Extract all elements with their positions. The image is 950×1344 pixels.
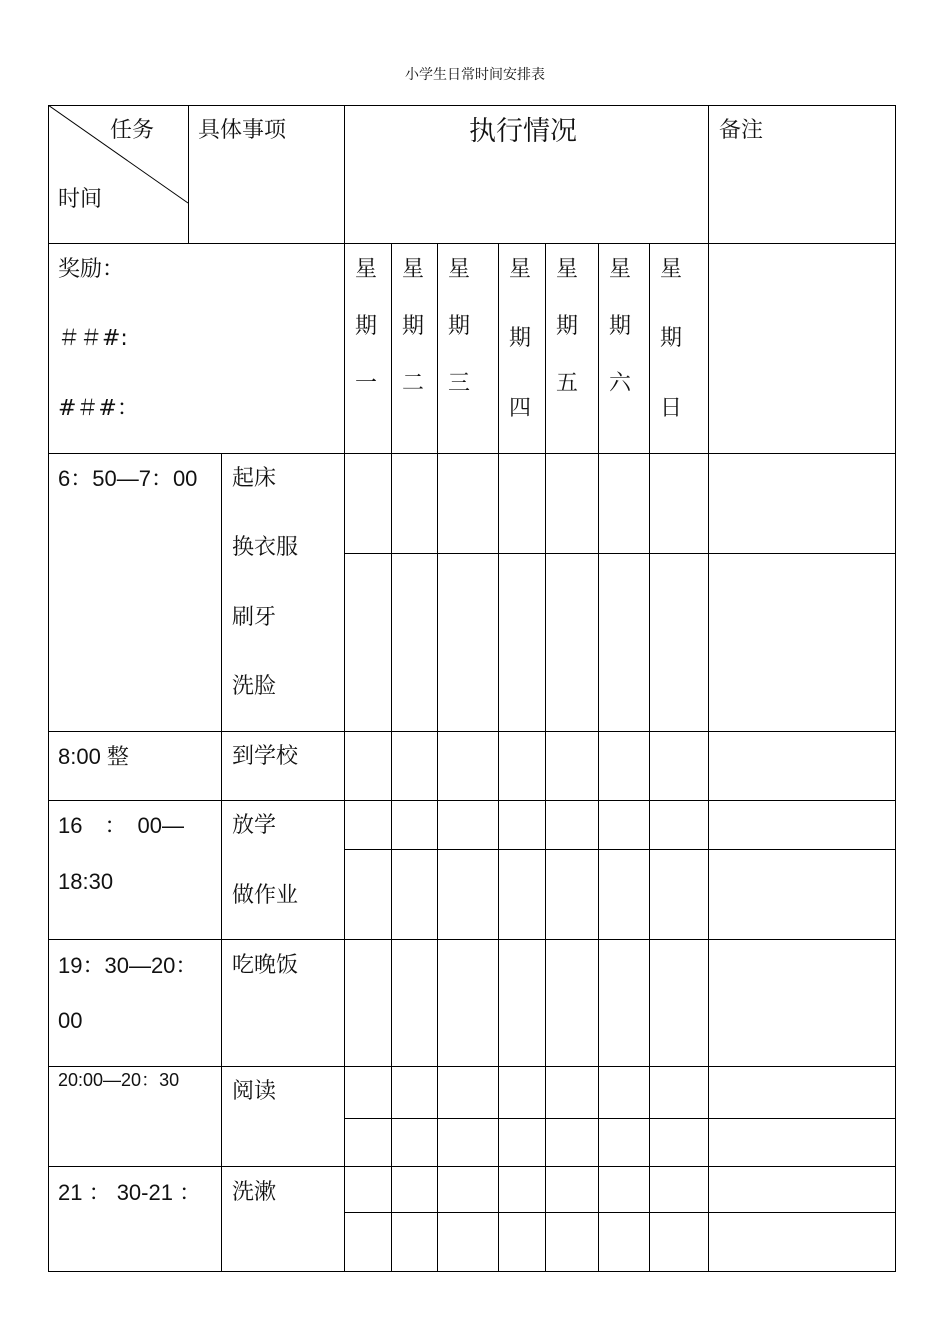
row-time: 8:00 整 (58, 744, 129, 769)
weekday-sun-char-2: 期 (660, 326, 683, 351)
row-time: 21 ： 30-21 ： (58, 1180, 202, 1205)
grid-line (344, 1212, 896, 1213)
grid-line (708, 105, 709, 1272)
row-item: 放学 (232, 813, 277, 838)
weekday-fri-char-1: 星 (556, 257, 579, 282)
weekday-fri-char-3: 五 (556, 371, 579, 396)
page-title: 小学生日常时间安排表 (405, 67, 545, 83)
grid-line (48, 243, 896, 244)
weekday-wed-char-2: 期 (448, 314, 471, 339)
header-execution: 执行情况 (469, 116, 577, 147)
weekday-sat-char-3: 六 (609, 371, 632, 396)
row-item: 做作业 (232, 883, 299, 908)
weekday-thu-char-1: 星 (509, 257, 532, 282)
grid-line (344, 553, 896, 554)
weekday-sun-char-1: 星 (660, 257, 683, 282)
row-item: 到学校 (232, 744, 299, 769)
header-notes: 备注 (719, 118, 764, 143)
grid-line (48, 453, 896, 454)
reward-line-2: #＃#： (58, 396, 139, 421)
row-time: 6：50—7：00 (58, 466, 198, 491)
weekday-sun-char-3: 日 (660, 396, 683, 421)
row-item: 阅读 (232, 1079, 277, 1104)
row-time: 20:00—20：30 (58, 1070, 180, 1090)
weekday-mon-char-2: 期 (355, 314, 378, 339)
grid-line (437, 243, 438, 1272)
weekday-sat-char-2: 期 (609, 314, 632, 339)
header-time: 时间 (58, 187, 103, 212)
grid-line (391, 243, 392, 1272)
schedule-table (48, 105, 896, 1272)
weekday-mon-char-1: 星 (355, 257, 378, 282)
row-item: 换衣服 (232, 535, 299, 560)
grid-line (48, 800, 896, 801)
grid-line (545, 243, 546, 1272)
grid-line (344, 1118, 896, 1119)
weekday-tue-char-1: 星 (402, 257, 425, 282)
grid-line (48, 1066, 896, 1067)
weekday-sat-char-1: 星 (609, 257, 632, 282)
weekday-tue-char-2: 期 (402, 314, 425, 339)
weekday-thu-char-2: 期 (509, 326, 532, 351)
weekday-mon-char-3: 一 (355, 371, 378, 396)
grid-line (221, 453, 222, 1272)
row-item: 吃晚饭 (232, 953, 299, 978)
reward-line-1: ＃＃#: (58, 326, 128, 351)
row-time: 00 (58, 1008, 83, 1033)
weekday-thu-char-3: 四 (509, 396, 532, 421)
row-item: 洗脸 (232, 674, 277, 699)
header-details: 具体事项 (198, 118, 287, 143)
grid-line (48, 1166, 896, 1167)
grid-line (598, 243, 599, 1272)
reward-label: 奖励： (58, 257, 125, 282)
weekday-fri-char-2: 期 (556, 314, 579, 339)
row-time: 18:30 (58, 869, 114, 894)
weekday-wed-char-1: 星 (448, 257, 471, 282)
grid-line (344, 105, 345, 1272)
header-task: 任务 (110, 118, 155, 143)
grid-line (48, 939, 896, 940)
grid-line (498, 243, 499, 1272)
weekday-tue-char-3: 二 (402, 371, 425, 396)
grid-line (48, 731, 896, 732)
weekday-wed-char-3: 三 (448, 371, 471, 396)
row-time: 19：30—20： (58, 953, 198, 978)
row-item: 起床 (232, 466, 277, 491)
row-item: 洗漱 (232, 1180, 277, 1205)
row-item: 刷牙 (232, 605, 277, 630)
row-time: 16 ： 00— (58, 813, 184, 838)
grid-line (344, 849, 896, 850)
grid-line (649, 243, 650, 1272)
